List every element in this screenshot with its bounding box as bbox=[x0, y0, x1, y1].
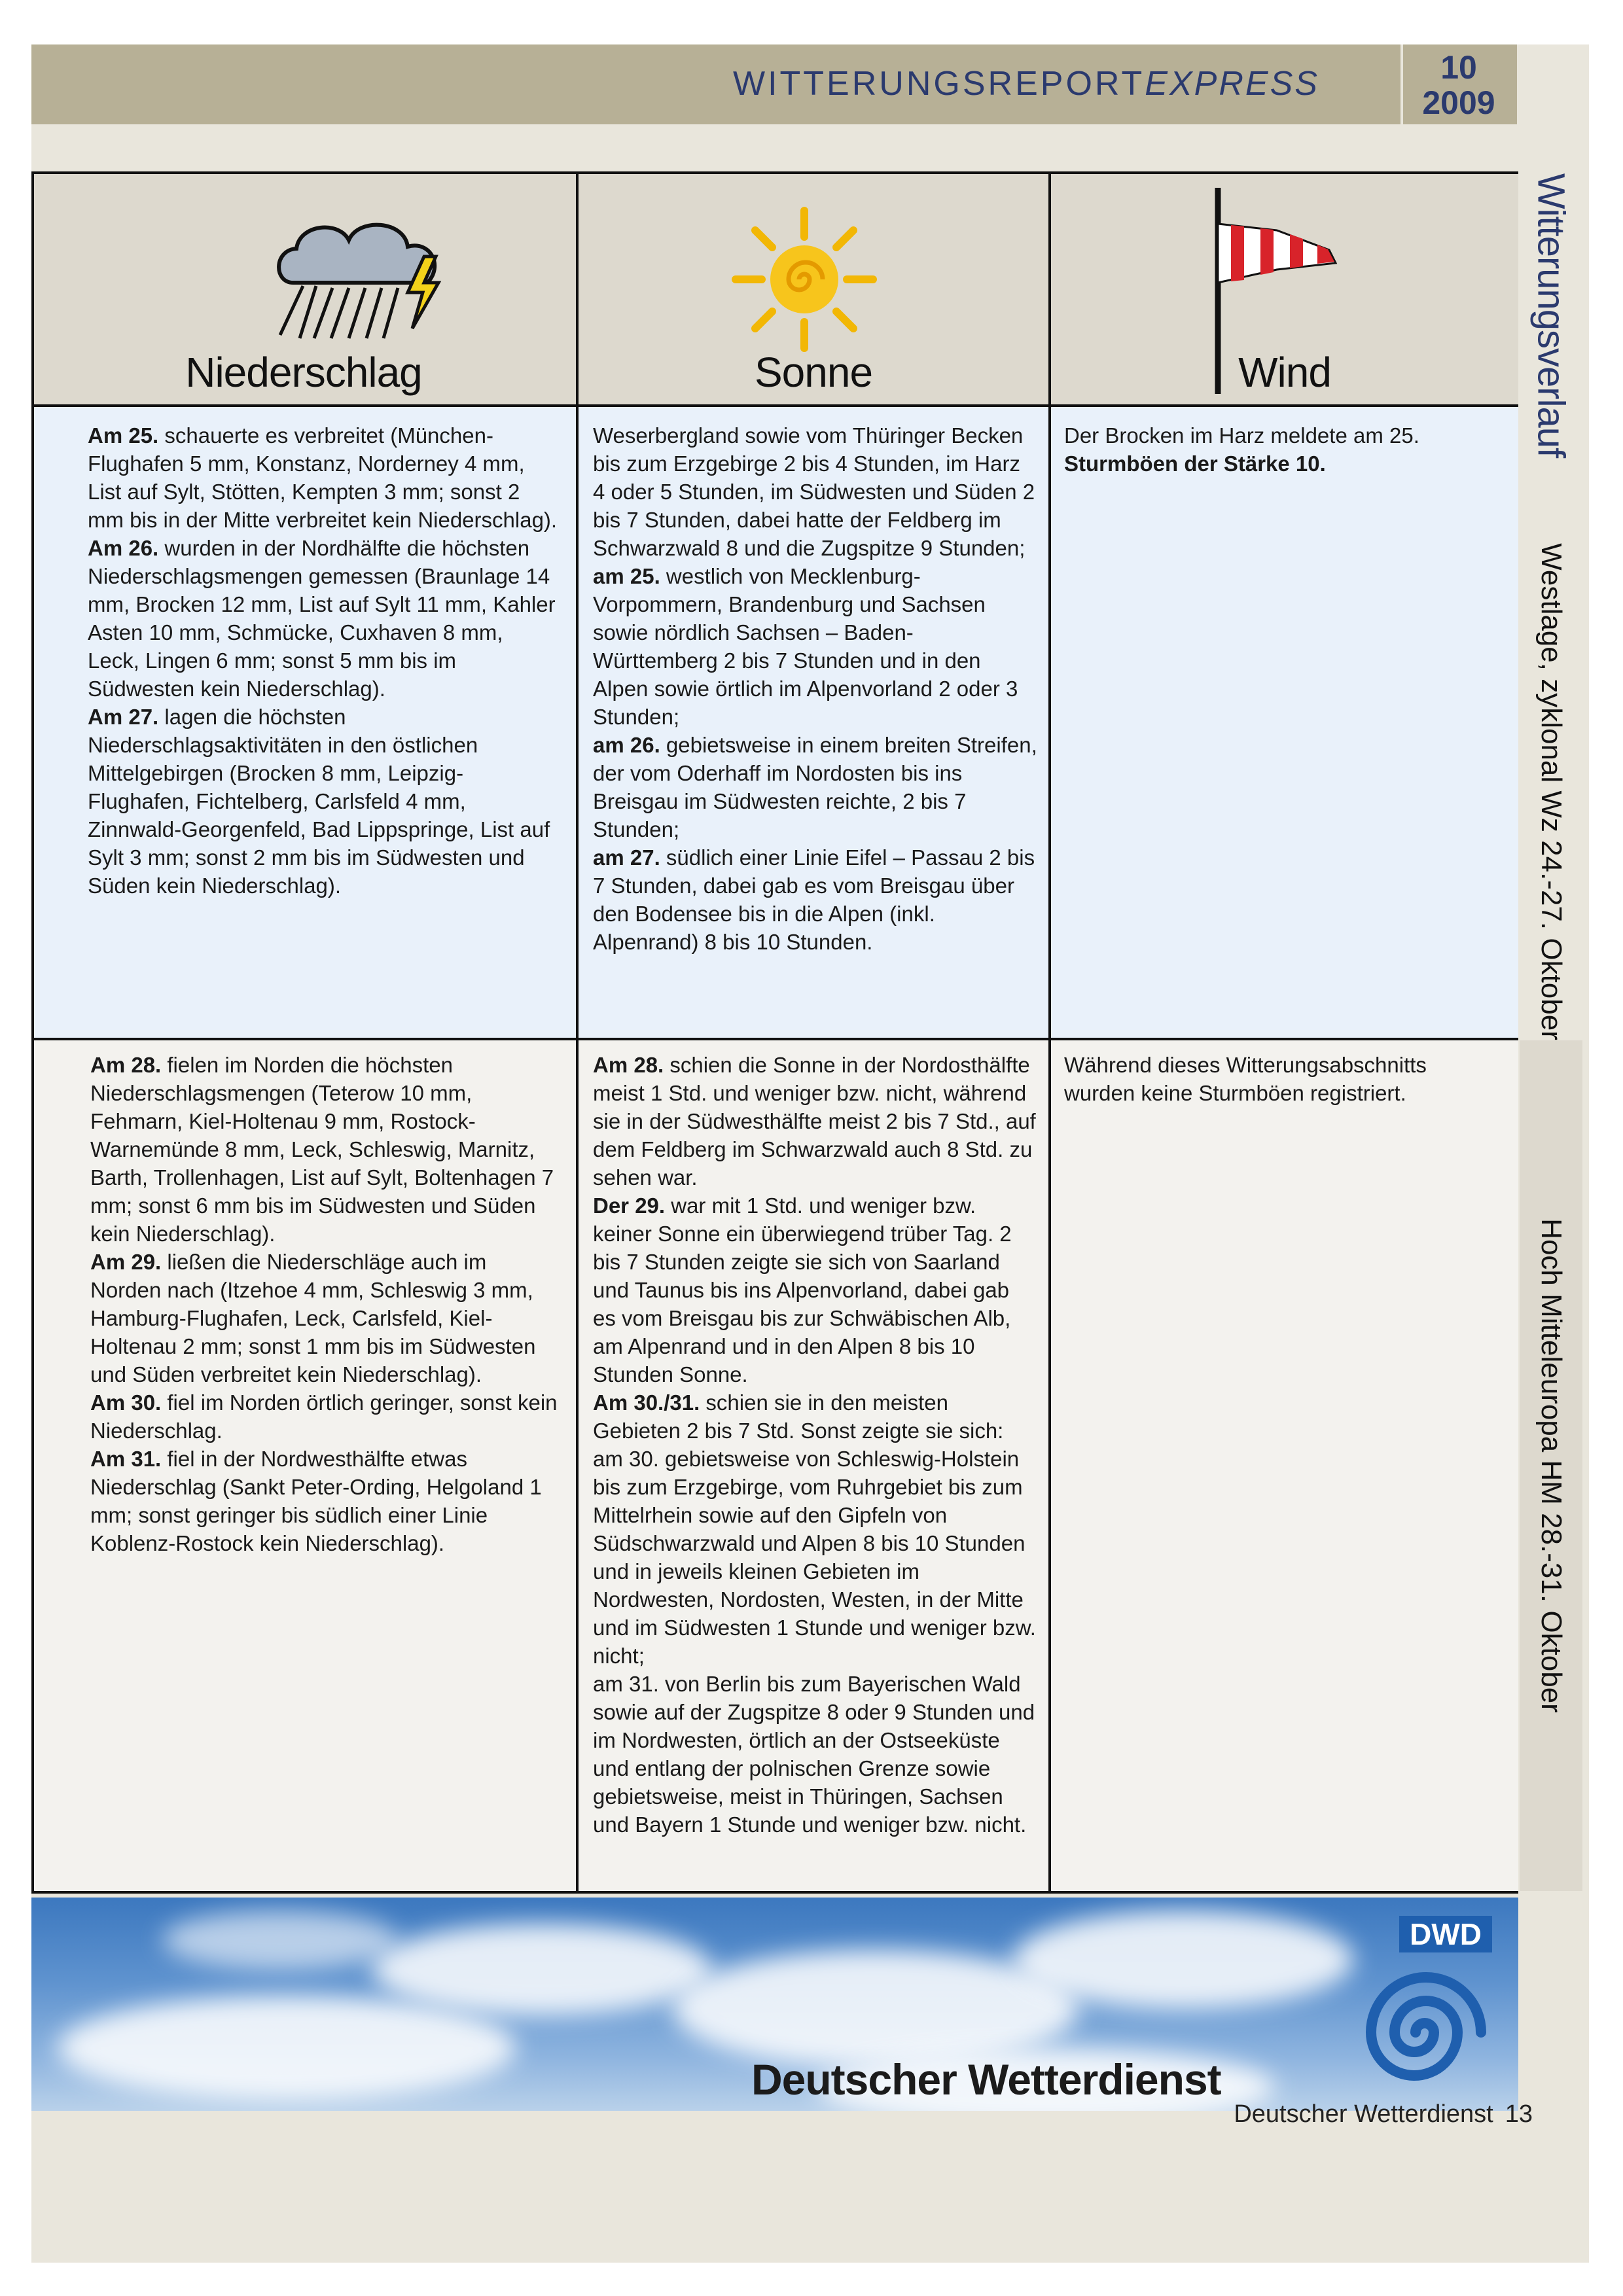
issue-year: 2009 bbox=[1422, 84, 1495, 121]
cloud-shape bbox=[162, 1911, 398, 1969]
sidebar-period2 bbox=[1520, 1040, 1582, 1891]
sidebar-period1-text: Westlage, zyklonal Wz 24.-27. Oktober bbox=[1535, 543, 1567, 1040]
period2-sun-text bbox=[593, 1051, 1038, 1839]
period1-sun-paragraph bbox=[593, 843, 1038, 956]
period1-precip-date-label: Am 25. bbox=[88, 423, 159, 448]
period1-sun-paragraph-text: gebietsweise in einem breiten Streifen, der vom Oderhaff im Nordosten bis ins Breisgau im Südwesten reichte, 2 bis 7 Stunden; bbox=[593, 733, 1037, 841]
period1-sun-paragraph-text: südlich einer Linie Eifel – Passau 2 bis 7 Stunden, dabei gab es vom Breisgau über den Bodensee bis in die Alpen (inkl. Alpenrand) 8 bis 10 Stunden. bbox=[593, 845, 1035, 954]
period1-precip-date-label: Am 26. bbox=[88, 536, 159, 560]
period1-precip-text bbox=[88, 421, 559, 900]
period1-sun-date-label: am 26. bbox=[593, 733, 660, 757]
report-title-main: WITTERUNGSREPORT bbox=[733, 65, 1145, 103]
period2-precip-date-label: Am 29. bbox=[90, 1250, 162, 1274]
period1-sun-paragraph-text: Weserbergland sowie vom Thüringer Becken bis zum Erzgebirge 2 bis 4 Stunden, im Harz 4 oder 5 Stunden, im Südwesten und Süden 2 bis 7 Stunden, dabei hatte der Feldberg im Schwarzwald 8 und die Zugspitze 9 Stunden; bbox=[593, 423, 1035, 560]
sun-label: Sonne bbox=[754, 349, 873, 396]
dwd-logo-text: DWD bbox=[1410, 1917, 1482, 1951]
report-title-express: EXPRESS bbox=[1145, 65, 1319, 103]
period1-sun-date-label: am 27. bbox=[593, 845, 660, 870]
period1-sun-paragraph bbox=[593, 562, 1038, 731]
sidebar-section-title-text: Witterungsverlauf bbox=[1529, 173, 1573, 458]
table-bottom-line bbox=[31, 1891, 1518, 1894]
page-number: 13 bbox=[1505, 2100, 1533, 2128]
issue-number: 10 bbox=[1440, 49, 1477, 86]
table-left-line bbox=[31, 171, 34, 1894]
period2-precip-paragraph-text: fielen im Norden die höchsten Niederschlagsmengen (Teterow 10 mm, Fehmarn, Kiel-Holtenau 9 mm, Rostock-Warnemünde 8 mm, Leck, Schleswig, Marnitz, Barth, Trollenhagen, List auf Sylt, Boltenhagen 7 mm; sonst 6 mm bis im Südwesten und Süden kein Niederschlag). bbox=[90, 1053, 554, 1246]
period1-wind-sentence: Der Brocken im Harz meldete am 25. bbox=[1064, 423, 1419, 448]
period2-precip-paragraph bbox=[90, 1388, 562, 1445]
period2-sun-date-label: Am 28. bbox=[593, 1053, 664, 1077]
period2-precip-date-label: Am 28. bbox=[90, 1053, 162, 1077]
cloud-shape bbox=[1013, 1911, 1353, 2009]
cloud-shape bbox=[58, 1996, 516, 2100]
period2-sun-date-label: Der 29. bbox=[593, 1193, 666, 1218]
period1-sun-text bbox=[593, 421, 1038, 956]
period1-precip-paragraph-text: lagen die höchsten Niederschlagsaktivitäten in den östlichen Mittelgebirgen (Brocken 8 mm, Leipzig-Flughafen, Fichtelberg, Carlsfeld 4 mm, Zinnwald-Georgenfeld, Bad Lippspringe, List auf Sylt 3 mm; sonst 2 mm bis im Südwesten und Süden kein Niederschlag). bbox=[88, 705, 550, 898]
sun-header bbox=[579, 171, 1048, 406]
page-footer bbox=[1234, 2100, 1533, 2128]
period2-wind-sentence: Während dieses Witterungsabschnitts wurden keine Sturmböen registriert. bbox=[1064, 1053, 1427, 1105]
table-col-line-2 bbox=[1048, 171, 1051, 1894]
period2-precip-date-label: Am 30. bbox=[90, 1390, 162, 1415]
period1-precip-date-label: Am 27. bbox=[88, 705, 159, 729]
period2-sun-paragraph-text: schien die Sonne in der Nordosthälfte meist 1 Std. und weniger bzw. nicht, während sie in der Südwesthälfte meist 2 bis 7 Std., auf dem Feldberg im Schwarzwald auch 8 Std. zu sehen war. bbox=[593, 1053, 1036, 1190]
period2-sun-paragraph-text: schien sie in den meisten Gebieten 2 bis 7 Std. Sonst zeigte sie sich: am 30. gebietsweise von Schleswig-Holstein bis zum Erzgebirge, vom Ruhrgebiet bis zum Mittelrhein sowie auf den Gipfeln von Südschwarzwald und Alpen 8 bis 10 Stunden und in jeweils kleinen Gebieten im Nordwesten, Nordosten, Westen, in der Mitte und im Südwesten 1 Stunde und weniger bzw. nicht; bbox=[593, 1390, 1036, 1668]
period2-precip-date-label: Am 31. bbox=[90, 1447, 162, 1471]
period1-sun-paragraph bbox=[593, 421, 1038, 562]
period2-sun-paragraph bbox=[593, 1388, 1038, 1670]
sidebar-period1 bbox=[1520, 543, 1582, 1040]
table-top-line bbox=[31, 171, 1518, 174]
period2-sun-paragraph-text: war mit 1 Std. und weniger bzw. keiner Sonne ein überwiegend trüber Tag. 2 bis 7 Stunden zeigte sie sich von Saarland und Taunus bis ins Alpenvorland, dabei gab es vom Breisgau bis zur Schwäbischen Alb, am Alpenrand und in den Alpen 8 bis 10 Stunden Sonne. bbox=[593, 1193, 1012, 1386]
organization-name: Deutscher Wetterdienst bbox=[751, 2055, 1221, 2104]
precip-label: Niederschlag bbox=[185, 349, 422, 396]
period1-precip-paragraph-text: schauerte es verbreitet (München-Flughafen 5 mm, Konstanz, Norderney 4 mm, List auf Sylt, Stötten, Kempten 3 mm; sonst 2 mm bis in der Mitte verbreitet kein Niederschlag). bbox=[88, 423, 558, 532]
period1-precip-paragraph bbox=[88, 421, 559, 534]
period1-precip-paragraph-text: wurden in der Nordhälfte die höchsten Niederschlagsmengen gemessen (Braunlage 14 mm, Brocken 12 mm, List auf Sylt 11 mm, Kahler Asten 10 mm, Schmücke, Cuxhaven 8 mm, Leck, Lingen 6 mm; sonst 5 mm bis im Südwesten kein Niederschlag). bbox=[88, 536, 556, 701]
wind-header bbox=[1051, 171, 1518, 406]
footer-publisher: Deutscher Wetterdienst bbox=[1234, 2100, 1493, 2128]
period2-precip-text bbox=[90, 1051, 562, 1557]
sidebar-section-title bbox=[1520, 171, 1582, 459]
period2-sun-paragraph bbox=[593, 1192, 1038, 1388]
wind-label: Wind bbox=[1238, 349, 1331, 396]
period2-sun-paragraph bbox=[593, 1670, 1038, 1839]
period2-sun-paragraph-text: am 31. von Berlin bis zum Bayerischen Wald sowie auf der Zugspitze 8 oder 9 Stunden und im Nordwesten, örtlich an der Ostseeküste und entlang der polnischen Grenze sowie gebietsweise, meist in Thüringen, Sachsen und Bayern 1 Stunde und weniger bzw. nicht. bbox=[593, 1672, 1035, 1837]
period2-precip-paragraph-text: fiel in der Nordwesthälfte etwas Niederschlag (Sankt Peter-Ording, Helgoland 1 mm; sonst geringer bis südlich einer Linie Koblenz-Rostock kein Niederschlag). bbox=[90, 1447, 542, 1555]
issue-badge bbox=[1400, 44, 1517, 124]
precip-header bbox=[31, 171, 576, 406]
period1-wind-text bbox=[1064, 421, 1496, 478]
period2-precip-paragraph-text: ließen die Niederschläge auch im Norden nach (Itzehoe 4 mm, Schleswig 3 mm, Hamburg-Flughafen, Leck, Carlsfeld, Kiel-Holtenau 2 mm; sonst 1 mm bis im Südwesten und Süden verbreitet kein Niederschlag). bbox=[90, 1250, 536, 1386]
period2-precip-paragraph bbox=[90, 1051, 562, 1248]
cloud-shape bbox=[372, 1924, 712, 2015]
period1-sun-paragraph-text: westlich von Mecklenburg-Vorpommern, Brandenburg und Sachsen sowie nördlich Sachsen – Baden-Württemberg 2 bis 7 Stunden und in den Alpen sowie örtlich im Alpenvorland 2 oder 3 Stunden; bbox=[593, 564, 1018, 729]
period1-sun-date-label: am 25. bbox=[593, 564, 660, 588]
report-title bbox=[733, 64, 1319, 103]
period2-sun-date-label: Am 30./31. bbox=[593, 1390, 700, 1415]
row2-wind-bg bbox=[1051, 1039, 1518, 1894]
weather-table bbox=[31, 171, 1518, 1894]
table-row-line bbox=[31, 1038, 1518, 1040]
table-header-line bbox=[31, 404, 1518, 407]
sun-icon bbox=[729, 204, 880, 355]
rain-storm-cloud-icon bbox=[267, 211, 490, 342]
period2-precip-paragraph bbox=[90, 1445, 562, 1557]
row1-wind-bg bbox=[1051, 406, 1518, 1039]
table-col-line-1 bbox=[576, 171, 579, 1894]
period1-wind-bold: Sturmböen der Stärke 10. bbox=[1064, 451, 1326, 476]
period2-precip-paragraph bbox=[90, 1248, 562, 1388]
period1-precip-paragraph bbox=[88, 703, 559, 900]
period2-sun-paragraph bbox=[593, 1051, 1038, 1192]
period1-precip-paragraph bbox=[88, 534, 559, 703]
dwd-logo bbox=[1343, 1915, 1507, 2111]
period2-precip-paragraph-text: fiel im Norden örtlich geringer, sonst kein Niederschlag. bbox=[90, 1390, 558, 1443]
period1-sun-paragraph bbox=[593, 731, 1038, 843]
header-divider bbox=[1400, 44, 1403, 124]
sidebar-period2-text: Hoch Mitteleuropa HM 28.-31. Oktober bbox=[1535, 1218, 1567, 1713]
period2-wind-text bbox=[1064, 1051, 1496, 1107]
